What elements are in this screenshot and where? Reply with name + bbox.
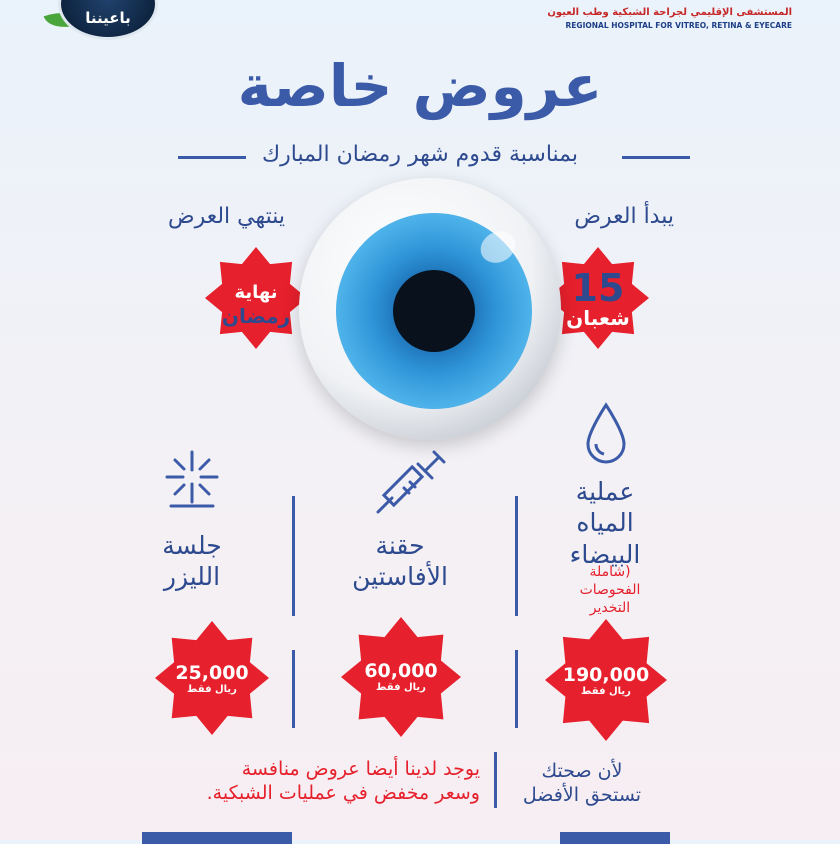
column-divider: [515, 650, 518, 728]
title-line: عملية: [575, 477, 635, 506]
price-value: 60,000: [364, 660, 438, 682]
service-note-cataract: [550, 563, 670, 618]
note-line: التخدير: [589, 600, 631, 617]
price-laser: [162, 662, 262, 695]
title-line: الأفاستين: [352, 562, 448, 592]
service-title-cataract: [540, 476, 670, 570]
title-line: المياه: [576, 508, 634, 538]
extra-line: وسعر مخفض في عمليات الشبكية.: [206, 781, 480, 804]
tagline-line: تستحق الأفضل: [522, 783, 642, 806]
service-title-laser: [132, 530, 252, 593]
title-line: حقنة: [375, 531, 425, 560]
footer-tagline: [512, 760, 652, 808]
price-avastin: [351, 660, 451, 693]
price-value: 25,000: [175, 662, 249, 684]
title-line: الليزر: [163, 562, 221, 592]
extra-line: يوجد لدينا أيضا عروض منافسة: [241, 758, 480, 780]
offer-start-month: شعبان: [566, 306, 630, 330]
title-line: البيضاء: [569, 539, 641, 569]
logo-text: باعيننا: [85, 9, 131, 27]
offer-start-label: يبدأ العرض: [574, 204, 674, 229]
water-drop-icon: [582, 402, 630, 466]
page-title: عروض خاصة: [237, 52, 603, 120]
bottom-accent-bar: [142, 832, 292, 844]
syringe-icon: [374, 444, 446, 516]
column-divider: [292, 496, 295, 616]
price-note: ريال فقط: [187, 684, 237, 695]
footer-extra-offers: [207, 758, 480, 806]
offer-end-line1: نهاية: [234, 282, 278, 303]
laser-icon: [163, 450, 221, 508]
offer-end-line2: رمضان: [221, 304, 291, 328]
eye-pupil: [393, 270, 475, 352]
note-line: (شاملة: [589, 564, 631, 580]
tagline-line: لأن صحتك: [541, 760, 623, 782]
price-note: ريال فقط: [581, 686, 631, 697]
column-divider: [292, 650, 295, 728]
title-line: جلسة: [162, 531, 222, 560]
offer-start-day: 15: [571, 266, 625, 310]
note-line: الفحوصات: [579, 582, 641, 599]
offer-end-label: ينتهي العرض: [168, 204, 286, 229]
hospital-name-english: REGIONAL HOSPITAL FOR VITREO, RETINA & EYECARE: [565, 21, 792, 30]
page-subtitle: بمناسبة قدوم شهر رمضان المبارك: [261, 142, 579, 167]
service-title-avastin: [330, 530, 470, 593]
logo-badge: [58, 0, 158, 40]
price-note: ريال فقط: [376, 682, 426, 693]
price-value: 190,000: [562, 664, 650, 686]
footer-divider: [494, 752, 497, 808]
hospital-name-arabic: المستشفى الإقليمي لجراحة الشبكية وطب العيون: [547, 7, 792, 18]
bottom-accent-bar: [560, 832, 670, 844]
price-cataract: [556, 664, 656, 697]
column-divider: [515, 496, 518, 616]
